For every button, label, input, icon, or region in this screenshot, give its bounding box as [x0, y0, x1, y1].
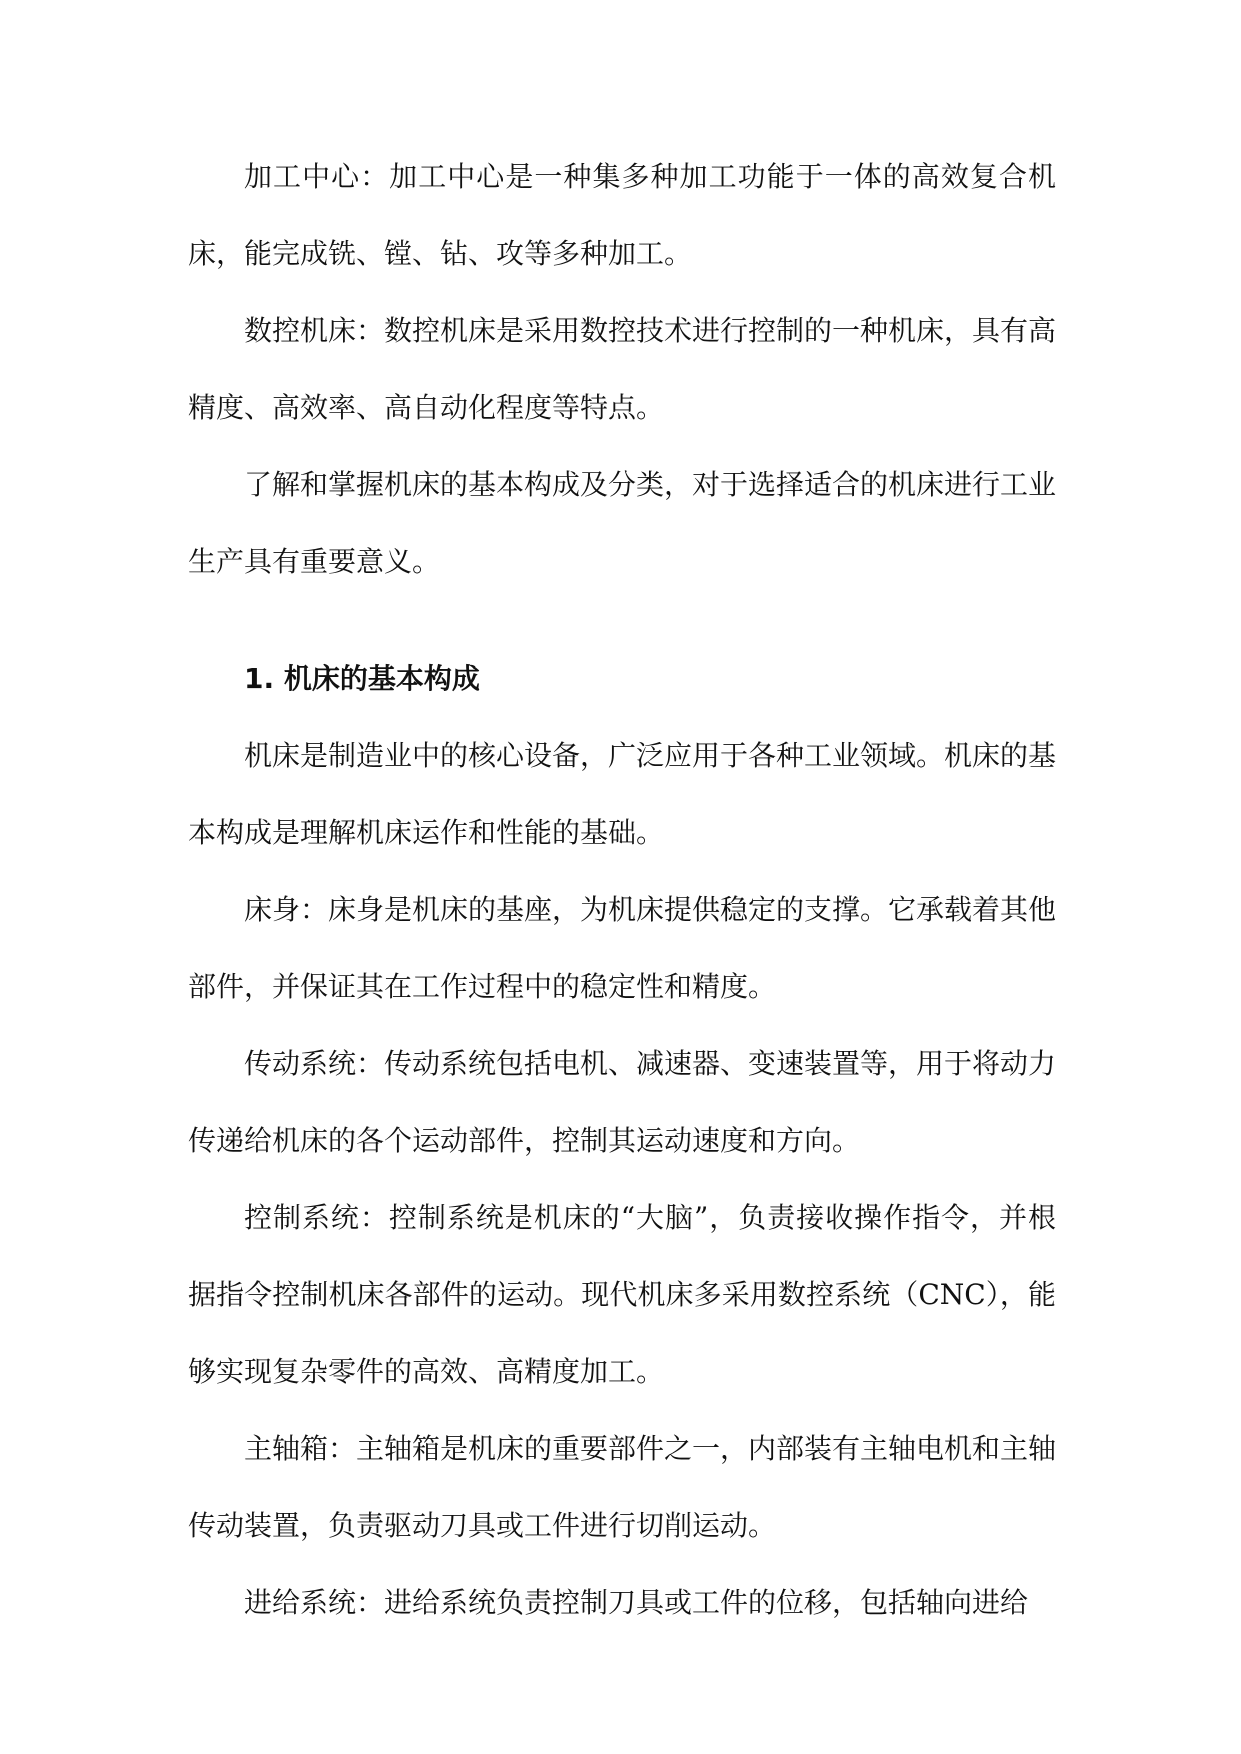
paragraph-control-system: 控制系统：控制系统是机床的“大脑”，负责接收操作指令，并根据指令控制机床各部件的运动。现代机床多采用数控系统（CNC），能够实现复杂零件的高效、高精度加工。	[188, 1201, 1056, 1388]
paragraph-spindle-box: 主轴箱：主轴箱是机床的重要部件之一，内部装有主轴电机和主轴传动装置，负责驱动刀具或工件进行切削运动。	[188, 1432, 1057, 1542]
paragraph-intro: 机床是制造业中的核心设备，广泛应用于各种工业领域。机床的基本构成是理解机床运作和性能的基础。	[188, 739, 1057, 849]
paragraph-bed: 床身：床身是机床的基座，为机床提供稳定的支撑。它承载着其他部件，并保证其在工作过程中的稳定性和精度。	[188, 893, 1057, 1003]
paragraph-feed-system: 进给系统：进给系统负责控制刀具或工件的位移，包括轴向进给	[244, 1586, 1029, 1619]
section-spacer	[188, 600, 1056, 640]
paragraph-transmission: 传动系统：传动系统包括电机、减速器、变速装置等，用于将动力传递给机床的各个运动部件，控制其运动速度和方向。	[188, 1047, 1057, 1157]
paragraph-understanding: 了解和掌握机床的基本构成及分类，对于选择适合的机床进行工业生产具有重要意义。	[188, 468, 1057, 578]
paragraph-machining-center: 加工中心：加工中心是一种集多种加工功能于一体的高效复合机床，能完成铣、镗、钻、攻等多种加工。	[188, 160, 1056, 270]
section-heading: 1. 机床的基本构成	[244, 662, 480, 695]
document-body	[188, 138, 1056, 1641]
paragraph-cnc-machine: 数控机床：数控机床是采用数控技术进行控制的一种机床，具有高精度、高效率、高自动化程度等特点。	[188, 314, 1057, 424]
